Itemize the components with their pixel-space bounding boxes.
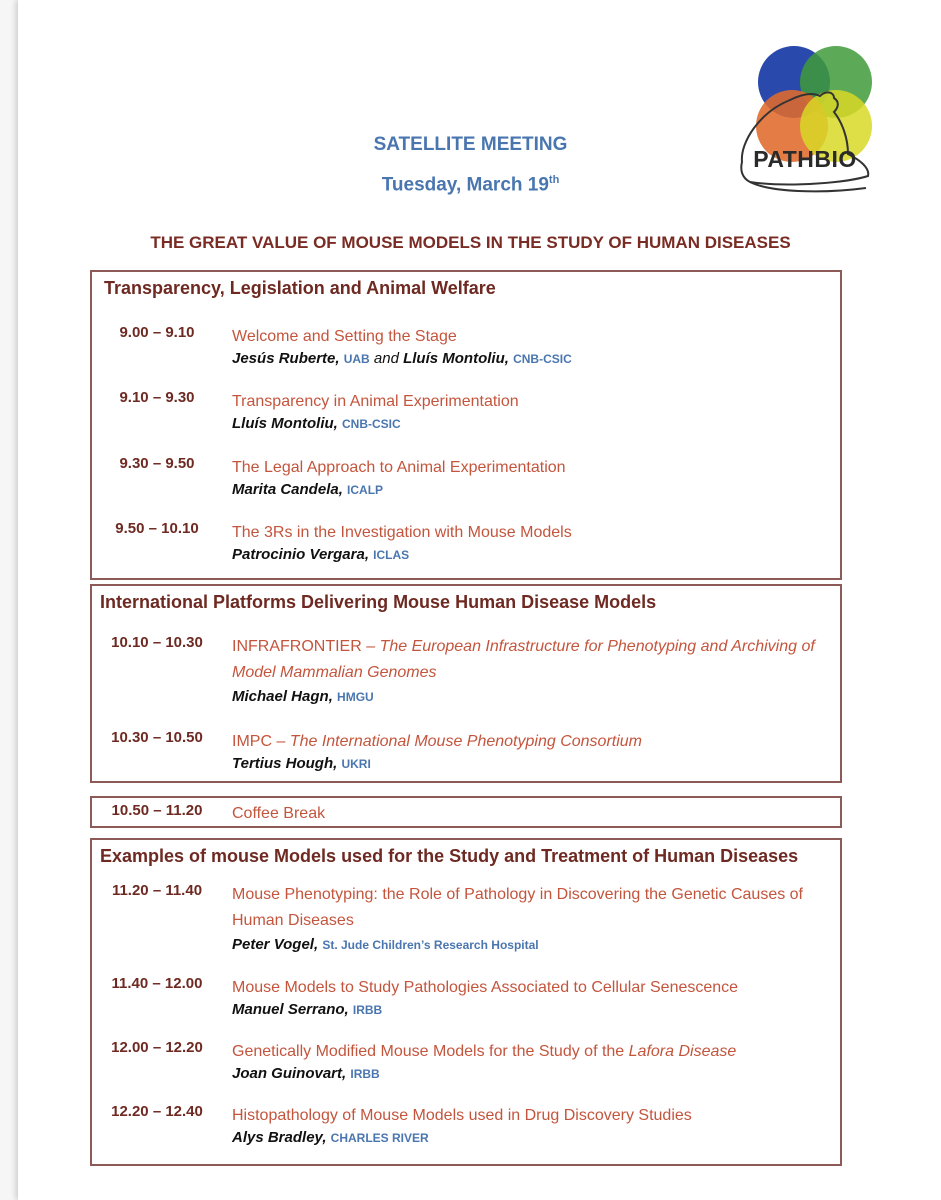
session-time: 9.10 – 9.30 xyxy=(119,389,195,406)
speaker-name: Peter Vogel xyxy=(232,936,314,953)
meeting-date-text: Tuesday, March 19 xyxy=(381,174,549,196)
talk-title: Lafora Disease xyxy=(628,1043,737,1060)
session-talk: Coffee Break xyxy=(232,805,326,822)
session-talk: Transparency in Animal Experimentation xyxy=(232,393,519,410)
speaker-name: Michael Hagn xyxy=(232,688,329,705)
session-time: 12.20 – 12.40 xyxy=(111,1103,203,1120)
speaker-name: Joan Guinovart xyxy=(232,1065,343,1082)
speaker-institution: St. Jude Children’s Research Hospital xyxy=(322,938,539,952)
session-talk xyxy=(232,634,832,686)
session-time: 9.30 – 9.50 xyxy=(119,455,195,472)
speaker-conjunction: and xyxy=(373,350,399,367)
section-title: Examples of mouse Models used for the Study and Treatment of Human Diseases xyxy=(100,846,799,866)
session-talk: Mouse Models to Study Pathologies Associated to Cellular Senescence xyxy=(232,979,739,996)
talk-prefix: Genetically Modified Mouse Models for the Study of the xyxy=(232,1043,629,1060)
session-time: 10.50 – 11.20 xyxy=(111,802,203,819)
session-time: 11.40 – 12.00 xyxy=(111,975,203,992)
talk-title: The International Mouse Phenotyping Consortium xyxy=(289,733,642,750)
session-talk: The Legal Approach to Animal Experimentation xyxy=(232,459,566,476)
session-talk: The 3Rs in the Investigation with Mouse Models xyxy=(232,524,572,541)
session-speaker: Joan Guinovart, IRBB xyxy=(232,1065,380,1082)
logo-text: PATHBIO xyxy=(753,146,857,172)
speaker-name: Marita Candela xyxy=(232,481,339,498)
main-title: THE GREAT VALUE OF MOUSE MODELS IN THE STUDY OF HUMAN DISEASES xyxy=(150,233,791,252)
session-speaker: Peter Vogel, St. Jude Children’s Research Hospital xyxy=(232,936,539,953)
session-talk xyxy=(232,1039,832,1065)
talk-prefix: IMPC – xyxy=(232,733,290,750)
session-speaker: Tertius Hough, UKRI xyxy=(232,755,371,772)
speaker-institution: ICLAS xyxy=(373,548,410,562)
session-speaker: Lluís Montoliu, CNB-CSIC xyxy=(232,415,401,432)
speaker-name: Lluís Montoliu xyxy=(232,415,334,432)
section-international-platforms xyxy=(90,584,842,783)
talk-prefix: INFRAFRONTIER – xyxy=(232,638,380,655)
session-speaker: Michael Hagn, HMGU xyxy=(232,688,374,705)
session-speaker: Marita Candela, ICALP xyxy=(232,481,384,498)
meeting-title: SATELLITE MEETING xyxy=(373,134,568,155)
session-time: 9.50 – 10.10 xyxy=(115,520,199,537)
session-time: 12.00 – 12.20 xyxy=(111,1039,203,1056)
session-speaker: Jesús Ruberte, UAB and Lluís Montoliu, CNB-CSIC xyxy=(232,350,572,367)
meeting-date xyxy=(0,174,941,196)
session-speaker: Manuel Serrano, IRBB xyxy=(232,1001,383,1018)
meeting-date-suffix: th xyxy=(548,174,560,186)
speaker-institution: UKRI xyxy=(341,757,371,771)
speaker-institution: ICALP xyxy=(347,483,384,497)
session-talk xyxy=(232,729,832,755)
session-speaker: Patrocinio Vergara, ICLAS xyxy=(232,546,410,563)
section-transparency xyxy=(90,270,842,580)
speaker-institution: HMGU xyxy=(337,690,374,704)
section-title: Transparency, Legislation and Animal Welfare xyxy=(104,278,496,298)
speaker-name: Jesús Ruberte xyxy=(232,350,336,367)
session-talk: Welcome and Setting the Stage xyxy=(232,328,457,345)
session-talk: Histopathology of Mouse Models used in Drug Discovery Studies xyxy=(232,1107,692,1124)
section-coffee-break xyxy=(90,796,842,828)
speaker-institution: CNB-CSIC xyxy=(342,417,401,431)
talk-title: The European Infrastructure for Phenotyping and Archiving of Model Mammalian Genomes xyxy=(232,638,815,681)
speaker-name: Tertius Hough xyxy=(232,755,334,772)
speaker-institution: IRBB xyxy=(350,1067,380,1081)
session-speaker: Alys Bradley, CHARLES RIVER xyxy=(232,1129,429,1146)
speaker-institution: IRBB xyxy=(352,1003,383,1017)
speaker-name: Lluís Montoliu xyxy=(403,350,505,367)
session-talk: Mouse Phenotyping: the Role of Pathology in Discovering the Genetic Causes of Human Diseases xyxy=(232,886,803,929)
session-time: 10.30 – 10.50 xyxy=(111,729,203,746)
speaker-name: Patrocinio Vergara xyxy=(232,546,365,563)
speaker-institution: CNB-CSIC xyxy=(513,352,572,366)
speaker-name: Manuel Serrano xyxy=(232,1001,345,1018)
session-time: 9.00 – 9.10 xyxy=(119,324,195,341)
session-time: 11.20 – 11.40 xyxy=(111,882,203,899)
speaker-institution: CHARLES RIVER xyxy=(330,1131,429,1145)
section-title: International Platforms Delivering Mouse Human Disease Models xyxy=(100,592,657,612)
speaker-name: Alys Bradley xyxy=(232,1129,323,1146)
session-time: 10.10 – 10.30 xyxy=(111,634,203,651)
speaker-institution: UAB xyxy=(343,352,370,366)
section-examples xyxy=(90,838,842,1166)
